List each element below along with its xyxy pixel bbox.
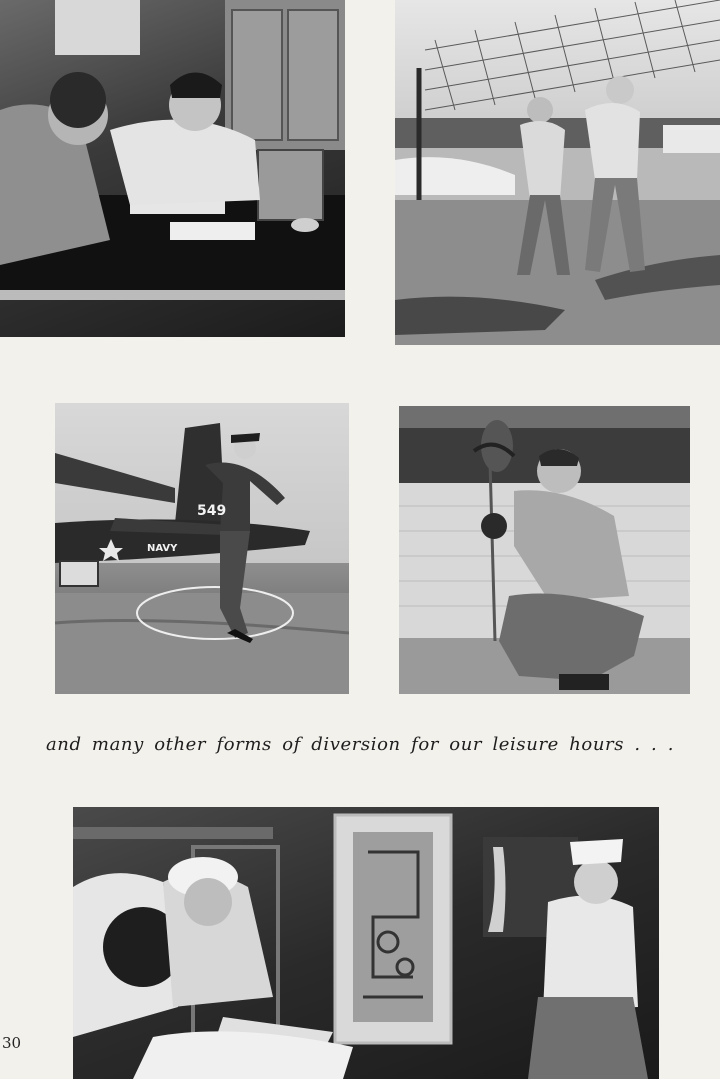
photo-volleyball — [395, 0, 720, 345]
photo-jump-rope — [55, 403, 349, 694]
page-caption: and many other forms of diversion for our leisure hours . . . — [45, 734, 675, 755]
aircraft-tail-number: 549 — [197, 503, 227, 519]
photo-speed-bag — [399, 406, 690, 694]
photo-barracks — [73, 807, 659, 1079]
aircraft-navy-marking: NAVY — [147, 543, 178, 554]
page-number: 30 — [2, 1034, 22, 1052]
photo-card-game — [0, 0, 345, 337]
